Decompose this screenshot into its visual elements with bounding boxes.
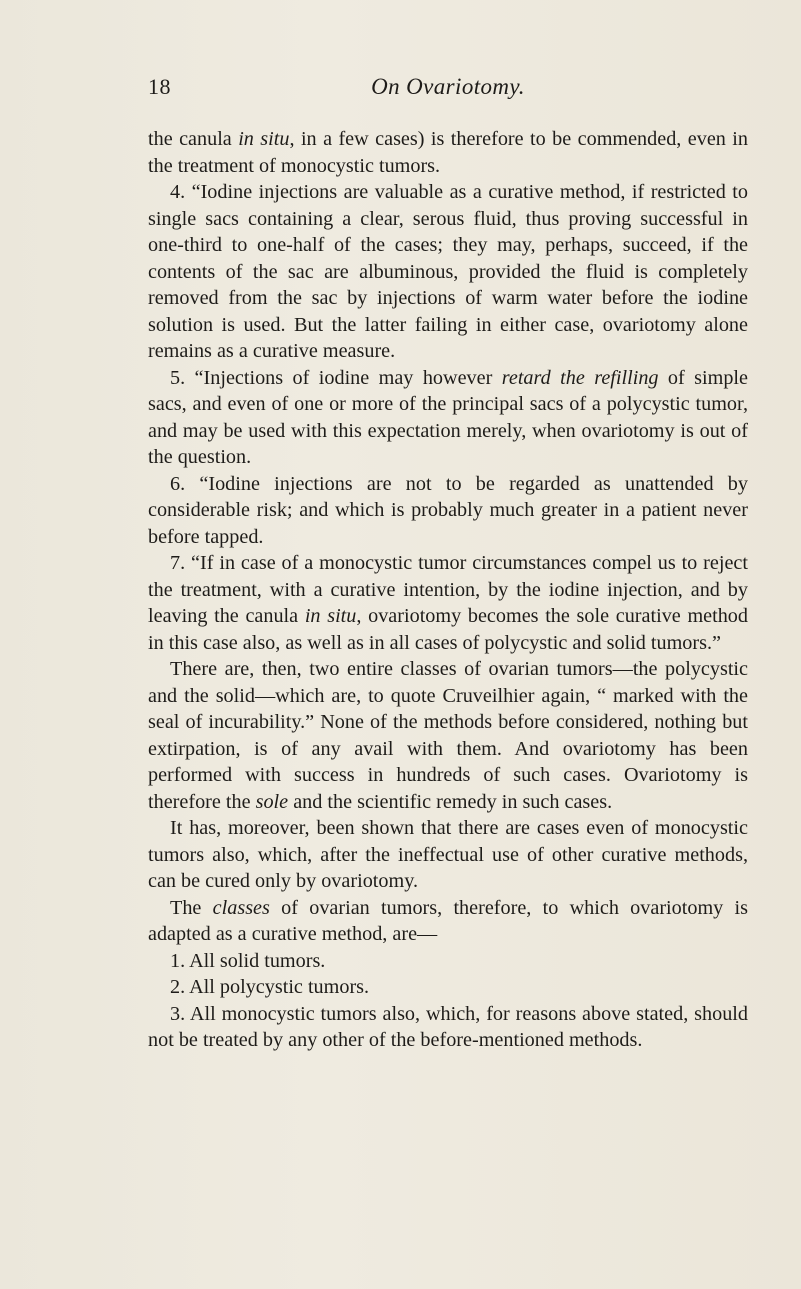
paragraph-item-6 xyxy=(148,471,748,551)
italic-run: retard the refilling xyxy=(501,366,659,389)
italic-run: in situ xyxy=(238,128,290,150)
paragraph-item-5 xyxy=(148,365,748,471)
list-item xyxy=(148,948,748,975)
text-run: , ovariotomy becomes the sole curative method in this case also, as well as in all cases of polycystic and solid tumors.” xyxy=(148,605,748,654)
text-run: 7. “If in case of a monocystic tumor circumstances compel us to reject the treatment, with a curative intention, by the iodine injection, and by leaving the canula xyxy=(148,552,748,627)
paragraph-item-4 xyxy=(148,179,748,365)
paragraph-classes xyxy=(148,895,748,948)
running-title: On Ovariotomy. xyxy=(371,74,525,99)
paragraph-continuation xyxy=(148,126,748,179)
text-run: 5. “Injections of iodine may however xyxy=(170,366,502,389)
text-run: of ovarian tumors, therefore, to which ovariotomy is adapted as a curative method, are— xyxy=(148,896,748,945)
paragraph-monocystic xyxy=(148,815,748,895)
text-run: It has, moreover, been shown that there are cases even of monocystic tumors also, which, after the ineffectual use of other curative methods, can be cured only by ovariotomy. xyxy=(148,817,748,892)
list-item-text: 1. All solid tumors. xyxy=(170,949,326,972)
list-item xyxy=(148,1001,748,1054)
text-run: 4. “Iodine injections are valuable as a curative method, if restricted to single sacs containing a clear, serous fluid, thus proving successful in one-third to one-half of the cases; they may, perhaps, succeed, if the contents of the sac are albuminous, provided the fluid is completely removed from the sac by injections of warm water before the iodine solution is used. But the latter failing in either case, ovariotomy alone remains as a curative measure. xyxy=(148,181,748,362)
text-run: of simple sacs, and even of one or more of the principal sacs of a polycystic tumor, and may be used with this expectation merely, when ovariotomy is out of the question. xyxy=(148,366,748,468)
paragraph-item-7 xyxy=(148,550,748,656)
page-number: 18 xyxy=(148,74,171,99)
body-text xyxy=(148,126,748,1054)
text-run: There are, then, two entire classes of ovarian tumors—the polycystic and the solid—which are, to quote Cruveilhier again, “ marked with the seal of incurability.” None of the methods before considered, nothing but extirpation, is of any avail with them. And ovariotomy has been performed with success in hundreds of such cases. Ovariotomy is therefore the xyxy=(148,658,748,813)
text-run: The xyxy=(170,896,213,919)
italic-run: in situ xyxy=(304,605,357,627)
text-run: , in a few cases) is therefore to be commended, even in the treatment of monocystic tumors. xyxy=(148,128,748,177)
text-run: the canula xyxy=(148,128,239,150)
italic-run: classes xyxy=(212,896,270,919)
paragraph-two-classes xyxy=(148,656,748,815)
list-item-text: 3. All monocystic tumors also, which, for reasons above stated, should not be treated by any other of the before-mentioned methods. xyxy=(148,1002,748,1051)
italic-run: sole xyxy=(255,790,289,813)
text-run: 6. “Iodine injections are not to be regarded as unattended by considerable risk; and which is probably much greater in a patient never before tapped. xyxy=(148,472,748,548)
text-run: and the scientific remedy in such cases. xyxy=(288,790,613,813)
list-item-text: 2. All polycystic tumors. xyxy=(170,976,370,998)
page-header xyxy=(148,74,748,104)
list-item xyxy=(148,974,748,1001)
